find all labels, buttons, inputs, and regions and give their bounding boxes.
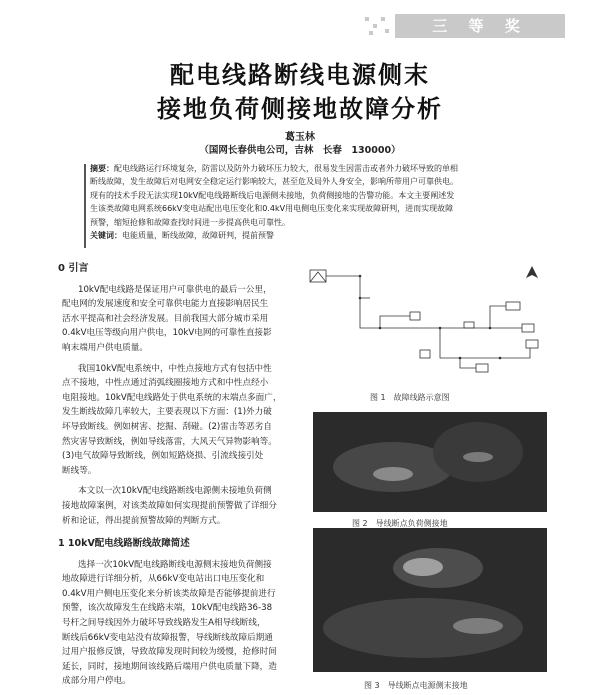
transformer-box bbox=[506, 302, 520, 310]
text-line: 配电网的发展速度和安全可靠供电能力直接影响居民生 bbox=[62, 299, 269, 310]
text-line: 电阻接地。10kV配电线路处于供电系统的末端点多面广， bbox=[62, 392, 282, 403]
figure-1-caption: 图 1 故障线路示意图 bbox=[370, 393, 450, 402]
affiliation: （国网长春供电公司，吉林 长春 130000） bbox=[199, 145, 401, 156]
paper-title-line-1: 配电线路断线电源侧末 bbox=[170, 61, 430, 89]
text-line: 点不接地，中性点通过消弧线圈接地方式和中性点经小 bbox=[62, 378, 269, 389]
substation-roof bbox=[310, 272, 326, 282]
transformer-box bbox=[522, 324, 534, 332]
figure-3-photo bbox=[313, 528, 547, 672]
text-line: 号杆之间导线因外力破坏导致线路发生A相导线断线， bbox=[62, 618, 266, 629]
text-line: 析和论证，得出提前预警故障的判断方式。 bbox=[62, 515, 226, 526]
author: 葛玉林 bbox=[285, 132, 315, 143]
section-heading-intro: 0 引言 bbox=[58, 263, 89, 274]
north-arrow bbox=[526, 266, 538, 278]
text-line: 0.4kV用户侧电压变化来分析该类故障是否能够提前进行 bbox=[62, 588, 276, 599]
paragraph-1 bbox=[62, 283, 294, 356]
figure-2-caption: 图 2 导线断点负荷侧接地 bbox=[352, 519, 448, 528]
feeder-branch bbox=[440, 306, 506, 328]
text-line: 坏导致断线。例如树害、挖掘、刮碰。(2)雷击等恶劣自 bbox=[62, 421, 272, 432]
figure-3-caption: 图 3 导线断点电源侧末接地 bbox=[364, 681, 468, 690]
paragraph-2 bbox=[62, 362, 294, 479]
award-decoration bbox=[365, 14, 393, 38]
transformer-box bbox=[420, 350, 430, 358]
paragraph-4 bbox=[62, 558, 294, 689]
abstract-line: 生该类故障电网系统66kV变电站配出电压变化和0.4kV用电侧电压变化来实现故障研判，进而实现故障 bbox=[90, 204, 454, 214]
text-line: 延长，同时，接地期间该线路后端用户供电质量下降，造 bbox=[62, 661, 277, 672]
text-line: 过用户报修反馈，导致故障发现时间较为缓慢，抢修时间 bbox=[62, 647, 277, 658]
text-line: 预警，该次故障发生在线路末端，10kV配电线路36-38 bbox=[62, 603, 273, 614]
text-line: 地故障进行详细分析，从66kV变电站出口电压变化和 bbox=[62, 574, 265, 585]
text-line: 断线后66kV变电站没有故障报警，导线断线故障后期通 bbox=[62, 632, 273, 643]
transformer-box bbox=[526, 340, 538, 348]
transformer-box bbox=[410, 312, 420, 320]
transformer-box bbox=[476, 364, 488, 372]
feeder-main bbox=[326, 276, 500, 358]
paper-title-line-2: 接地负荷侧接地故障分析 bbox=[157, 95, 443, 123]
abstract-line: 现有的技术手段无法实现10kV配电线路断线后电源侧未接地，负荷侧接地的告警功能。本文主要阐述发 bbox=[90, 190, 455, 200]
text-line: 然灾害导致断线，例如导线落雷，大风天气异物影响等。 bbox=[62, 436, 277, 447]
paragraph-3 bbox=[62, 484, 294, 528]
award-banner: 三 等 奖 bbox=[395, 14, 565, 38]
keywords-label: 关键词： bbox=[90, 231, 122, 241]
keywords: 电能质量，断线故障，故障研判，提前预警 bbox=[122, 231, 274, 241]
text-line: 10kV配电线路是保证用户可靠供电的最后一公里， bbox=[78, 284, 272, 295]
text-line: 断线等。 bbox=[62, 465, 97, 476]
text-line: 成部分用户停电。 bbox=[62, 676, 131, 687]
section-heading-1: 1 10kV配电线路断线故障简述 bbox=[58, 538, 190, 550]
body-column bbox=[58, 262, 294, 695]
text-line: 接地故障案例，对该类故障如何实现提前预警做了详细分 bbox=[62, 500, 277, 511]
abstract bbox=[90, 162, 538, 242]
abstract-label: 摘要： bbox=[90, 164, 114, 173]
text-line: 选择一次10kV配电线路断线电源侧末接地负荷侧接 bbox=[78, 559, 272, 570]
text-line: 发生断线故障几率较大，主要表现以下方面：(1)外力破 bbox=[62, 407, 272, 418]
text-line: 响末端用户供电质量。 bbox=[62, 342, 148, 353]
feeder-branch bbox=[460, 358, 476, 368]
figure-2-photo bbox=[313, 412, 547, 512]
abstract-line: 配电线路运行环境复杂，防雷以及防外力破坏压力较大，很易发生因雷击或者外力破坏导致的单相 bbox=[114, 164, 458, 173]
text-line: 活水平提高和社会经济发展。目前我国大部分城市采用 bbox=[62, 313, 269, 324]
text-line: 本文以一次10kV配电线路断线电源侧未接地负荷侧 bbox=[78, 486, 272, 497]
feeder-branch bbox=[500, 348, 530, 358]
text-line: 我国10kV配电系统中，中性点接地方式有包括中性 bbox=[78, 363, 272, 374]
fault-line-schematic bbox=[300, 258, 548, 378]
text-line: 0.4kV电压等级向用户供电，10kV电网的可靠性直接影 bbox=[62, 328, 272, 339]
text-line: (3)电气故障导致断线，例如短路烧损、引流线接引处 bbox=[62, 451, 264, 462]
feeder-branch bbox=[380, 316, 410, 328]
abstract-line: 预警，缩短抢修和故障查找时间进一步提高供电可靠性。 bbox=[90, 217, 290, 227]
transformer-box bbox=[464, 322, 474, 328]
abstract-bar bbox=[84, 164, 86, 248]
abstract-line: 断线故障，发生故障后对电网安全稳定运行影响较大，甚至危及局外人身安全，影响所带用户可靠供电。 bbox=[90, 177, 458, 187]
